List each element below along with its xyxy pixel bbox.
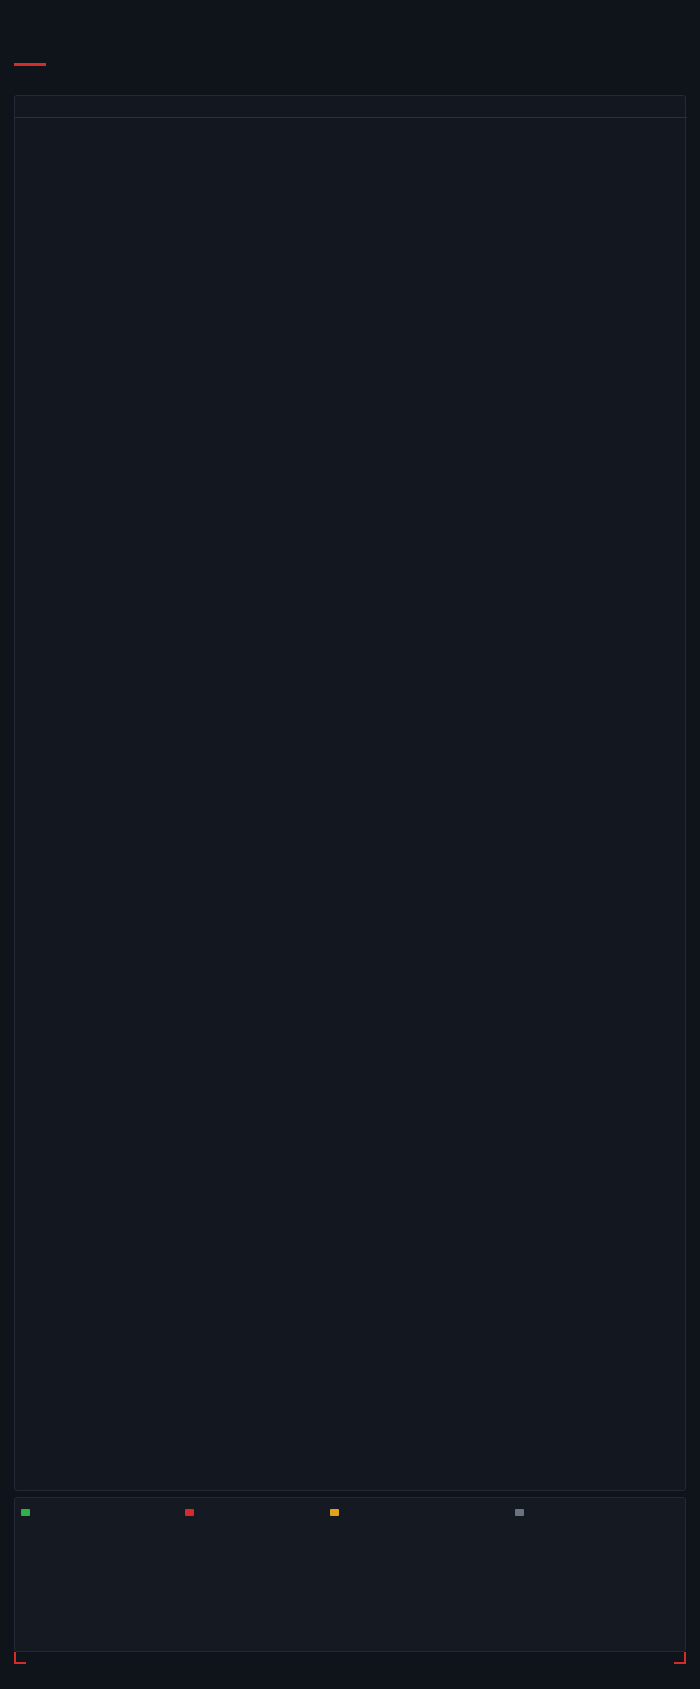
legend-item-protiv [185, 1505, 199, 1520]
legend [14, 1497, 686, 1652]
corner-decoration-left [14, 1652, 26, 1664]
legend-item-vozd [330, 1505, 344, 1520]
corner-decoration-right [674, 1652, 686, 1664]
legend-item-ng [515, 1505, 529, 1520]
protiv-swatch [185, 1509, 194, 1516]
table-header [15, 96, 687, 118]
votes-table [14, 95, 686, 1491]
za-swatch [21, 1509, 30, 1516]
vozd-swatch [330, 1509, 339, 1516]
ng-swatch [515, 1509, 524, 1516]
title-underline [14, 63, 46, 66]
legend-item-za [21, 1505, 35, 1520]
